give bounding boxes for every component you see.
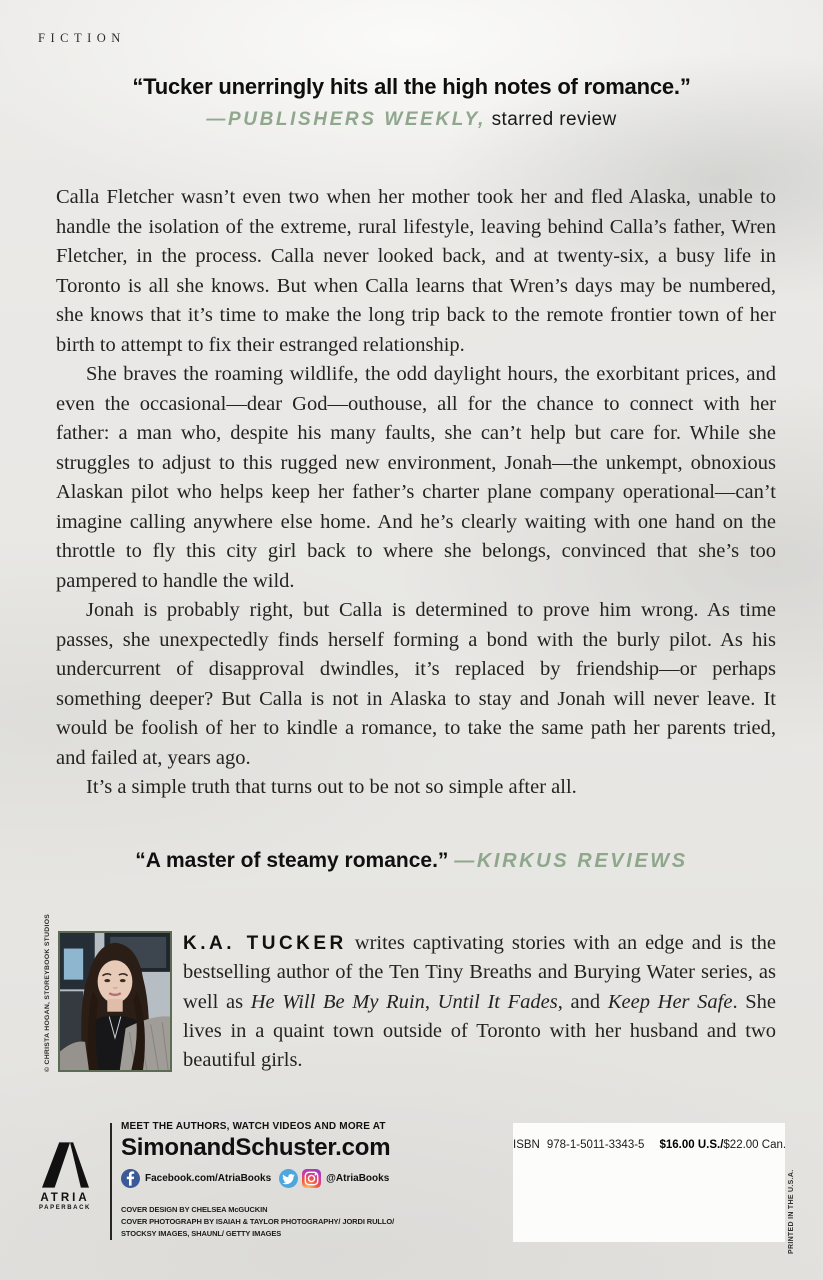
isbn-box [513, 1123, 785, 1242]
instagram-icon [302, 1169, 321, 1188]
printed-note: PRINTED IN THE U.S.A. [788, 1169, 795, 1254]
mid-praise-quote [0, 849, 823, 873]
kirkus-source: —KIRKUS REVIEWS [454, 850, 688, 872]
bio-segment-normal: . She lives in a quaint town outside of Toronto with her husband and two beautiful girls. [183, 990, 777, 1072]
bio-segment-italic: Keep Her Safe [607, 990, 733, 1013]
synopsis-paragraph: She braves the roaming wildlife, the odd daylight hours, the exorbitant prices, and even the occasional—dear God—outhouse, all for the chance to connect with her father: a man who, despite his many faults, she can’t help but care for. While she struggles to adjust to this rugged new environment, Jonah—the unkempt, obnoxious Alaskan pilot who helps keep her father’s charter plane company operational—can’t imagine calling anywhere else home. And he’s clearly waiting with one hand on the throttle to fly this city girl back to where she belongs, convinced that she’s too pampered to handle the wild. [56, 363, 776, 592]
credit-line: COVER PHOTOGRAPH BY ISAIAH & TAYLOR PHOTOGRAPHY/ JORDI RULLO/ [121, 1217, 395, 1226]
atria-imprint: PAPERBACK [39, 1205, 91, 1211]
social-row [121, 1169, 394, 1188]
synopsis [56, 183, 776, 803]
facebook-icon [121, 1169, 140, 1188]
bio-segment-name: K.A. TUCKER [183, 933, 347, 954]
credit-line: STOCKSY IMAGES, SHAUNL/ GETTY IMAGES [121, 1229, 282, 1238]
isbn-number: 978-1-5011-3343-5 [546, 1139, 645, 1151]
top-praise-quote [0, 74, 823, 131]
publishers-weekly-source: —PUBLISHERS WEEKLY, [206, 109, 486, 130]
synopsis-paragraph: Jonah is probably right, but Calla is determined to prove him wrong. As time passes, she unexpectedly finds herself forming a bond with the burly pilot. As his undercurrent of disapproval dwindles, it’s replaced by friendship—or perhaps something deeper? But Calla is not in Alaska to stay and Jonah will never leave. It would be foolish of her to kindle a romance, to take the same path her parents tried, and failed at, years ago. [56, 599, 776, 769]
bio-segment-normal: , and [557, 990, 608, 1013]
bio-segment-normal: , [424, 990, 438, 1013]
atria-name: ATRIA [40, 1192, 90, 1204]
starred-review-note: starred review [485, 109, 617, 130]
synopsis-paragraph: It’s a simple truth that turns out to be not so simple after all. [86, 776, 577, 798]
photo-credit: © CHRISTA HOGAN, STOREYBOOK STUDIOS [44, 913, 51, 1072]
publisher-website: SimonandSchuster.com [121, 1134, 391, 1161]
bio-segment-italic: Until It Fades [437, 990, 558, 1013]
price-us: $16.00 U.S./ [659, 1139, 724, 1151]
price-can: $22.00 Can. [723, 1139, 787, 1151]
author-bio [183, 929, 776, 1075]
credit-line: COVER DESIGN BY CHELSEA McGUCKIN [121, 1205, 268, 1214]
twitter-icon [279, 1169, 298, 1188]
footer-publisher-block [121, 1121, 394, 1240]
bio-segment-normal: writes captivating stories with an edge and is the bestselling author of the Ten Tiny Breaths and Burying Water series, as well as [183, 932, 776, 1013]
top-praise-text: “Tucker unerringly hits all the high notes of romance.” [132, 74, 691, 99]
isbn-line [513, 1139, 785, 1151]
synopsis-paragraph: Calla Fletcher wasn’t even two when her mother took her and fled Alaska, unable to handle the isolation of the extreme, rural lifestyle, leaving behind Calla’s father, Wren Fletcher, in the process. Calla never looked back, and at twenty-six, a busy life in Toronto is all she knows. But when Calla learns that Wren’s days may be numbered, she knows that it’s time to make the long trip back to the remote frontier town of her birth to attempt to fix their estranged relationship. [56, 186, 776, 356]
bio-segment-italic: He Will Be My Ruin [250, 990, 425, 1013]
category-label: FICTION [38, 31, 126, 45]
mid-praise-text: “A master of steamy romance.” [135, 849, 455, 872]
author-portrait-illustration [60, 933, 170, 1070]
facebook-label: Facebook.com/AtriaBooks [145, 1173, 272, 1184]
social-handle: @AtriaBooks [326, 1173, 390, 1184]
atria-logo [39, 1141, 91, 1211]
author-photo [58, 931, 172, 1072]
publisher-tagline: MEET THE AUTHORS, WATCH VIDEOS AND MORE AT [121, 1121, 386, 1132]
footer-divider [110, 1123, 112, 1240]
cover-credits [121, 1204, 394, 1240]
top-praise-attribution [0, 109, 823, 131]
isbn-label: ISBN [513, 1139, 540, 1151]
atria-a-icon [42, 1141, 89, 1189]
